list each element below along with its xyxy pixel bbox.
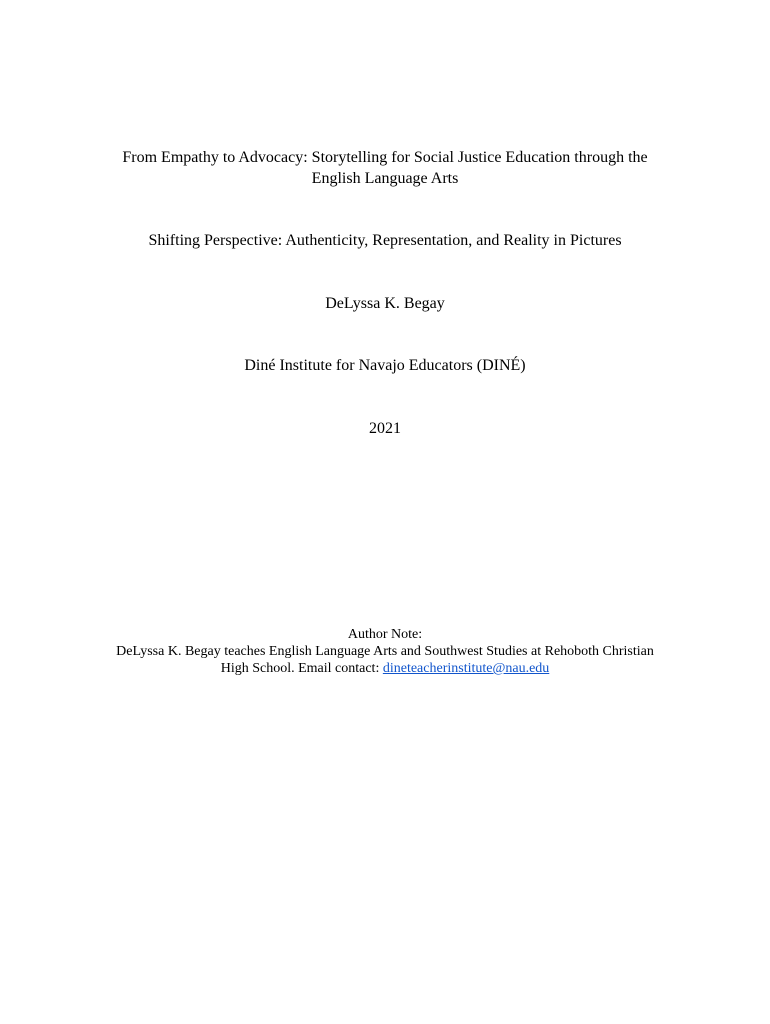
author-note-line-1: DeLyssa K. Begay teaches English Language Arts and Southwest Studies at Rehoboth Christian bbox=[116, 644, 654, 659]
author-note bbox=[0, 626, 770, 677]
email-label: High School. Email contact: bbox=[220, 661, 383, 676]
document-subtitle: Shifting Perspective: Authenticity, Representation, and Reality in Pictures bbox=[148, 232, 622, 249]
document-title bbox=[0, 147, 770, 189]
publication-year: 2021 bbox=[369, 420, 401, 437]
institution-name: Diné Institute for Navajo Educators (DINÉ) bbox=[244, 357, 526, 374]
title-line-2: English Language Arts bbox=[311, 170, 459, 187]
author-note-line-2 bbox=[0, 660, 770, 677]
title-line-1: From Empathy to Advocacy: Storytelling for Social Justice Education through the bbox=[122, 149, 648, 166]
email-link[interactable]: dineteacherinstitute@nau.edu bbox=[382, 661, 550, 676]
author-note-heading: Author Note: bbox=[347, 627, 423, 642]
author-name: DeLyssa K. Begay bbox=[325, 295, 445, 312]
